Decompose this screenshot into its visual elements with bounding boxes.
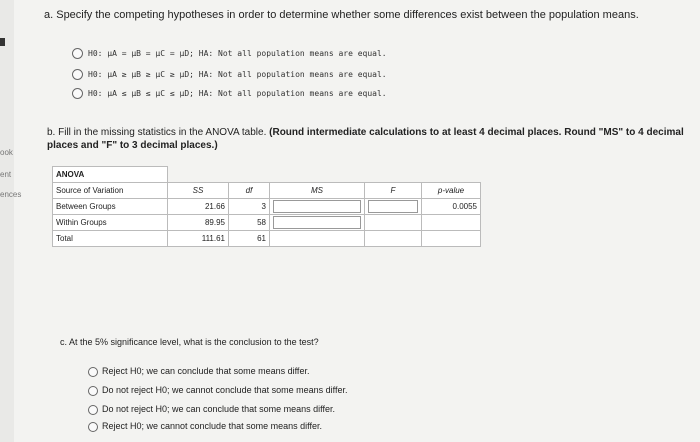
radio-icon[interactable] xyxy=(88,422,98,432)
conclusion-text: Do not reject H0; we cannot conclude that some means differ. xyxy=(102,385,348,395)
hypothesis-option[interactable] xyxy=(72,88,387,99)
header-pvalue: p-value xyxy=(422,183,481,199)
hypothesis-text: H0: μA = μB = μC = μD; HA: Not all population means are equal. xyxy=(88,49,387,58)
table-row xyxy=(53,199,481,215)
question-b xyxy=(47,126,687,152)
conclusion-text: Do not reject H0; we can conclude that some means differ. xyxy=(102,404,335,414)
question-b-text: b. Fill in the missing statistics in the ANOVA table. xyxy=(47,127,267,138)
radio-icon[interactable] xyxy=(88,367,98,377)
conclusion-option[interactable] xyxy=(88,366,309,377)
radio-icon[interactable] xyxy=(72,88,83,99)
question-c: c. At the 5% significance level, what is the conclusion to the test? xyxy=(60,337,319,347)
radio-icon[interactable] xyxy=(72,48,83,59)
ms-input-cell[interactable] xyxy=(270,199,365,215)
conclusion-option[interactable] xyxy=(88,404,335,415)
ss-cell: 21.66 xyxy=(168,199,229,215)
ms-input-cell[interactable] xyxy=(270,215,365,231)
ss-cell: 111.61 xyxy=(168,231,229,247)
sidebar-fragment: ent xyxy=(0,170,12,179)
radio-icon[interactable] xyxy=(88,405,98,415)
conclusion-text: Reject H0; we cannot conclude that some means differ. xyxy=(102,421,322,431)
conclusion-text: Reject H0; we can conclude that some means differ. xyxy=(102,366,310,376)
f-input[interactable] xyxy=(368,200,418,213)
hypothesis-option[interactable] xyxy=(72,48,387,59)
sidebar-fragment: ook xyxy=(0,148,13,157)
df-cell: 3 xyxy=(229,199,270,215)
header-df: df xyxy=(229,183,270,199)
header-source: Source of Variation xyxy=(53,183,168,199)
source-cell: Within Groups xyxy=(53,215,168,231)
header-ms: MS xyxy=(270,183,365,199)
ss-cell: 89.95 xyxy=(168,215,229,231)
radio-icon[interactable] xyxy=(72,69,83,80)
df-cell: 58 xyxy=(229,215,270,231)
hypothesis-text: H0: μA ≤ μB ≤ μC ≤ μD; HA: Not all population means are equal. xyxy=(88,89,387,98)
header-ss: SS xyxy=(168,183,229,199)
f-input-cell[interactable] xyxy=(365,199,422,215)
sidebar-fragment: ences xyxy=(0,190,22,199)
source-cell: Total xyxy=(53,231,168,247)
anova-table xyxy=(52,166,481,247)
radio-icon[interactable] xyxy=(88,386,98,396)
ms-input[interactable] xyxy=(273,200,361,213)
hypothesis-text: H0: μA ≥ μB ≥ μC ≥ μD; HA: Not all population means are equal. xyxy=(88,70,387,79)
df-cell: 61 xyxy=(229,231,270,247)
question-a: a. Specify the competing hypotheses in order to determine whether some differences exist between the population means. xyxy=(44,9,639,21)
left-sidebar-strip xyxy=(0,0,14,442)
pvalue-cell: 0.0055 xyxy=(422,199,481,215)
table-row xyxy=(53,215,481,231)
question-b-instructions: (Round intermediate calculations to at least 4 decimal places. Round "MS" to 4 decimal places and "F" to 3 decimal places.) xyxy=(47,127,684,151)
ms-input[interactable] xyxy=(273,216,361,229)
table-row xyxy=(53,231,481,247)
anova-title: ANOVA xyxy=(53,167,168,183)
header-f: F xyxy=(365,183,422,199)
source-cell: Between Groups xyxy=(53,199,168,215)
conclusion-option[interactable] xyxy=(88,421,322,432)
hypothesis-option[interactable] xyxy=(72,69,387,80)
conclusion-option[interactable] xyxy=(88,385,347,396)
sidebar-marker xyxy=(0,38,5,46)
